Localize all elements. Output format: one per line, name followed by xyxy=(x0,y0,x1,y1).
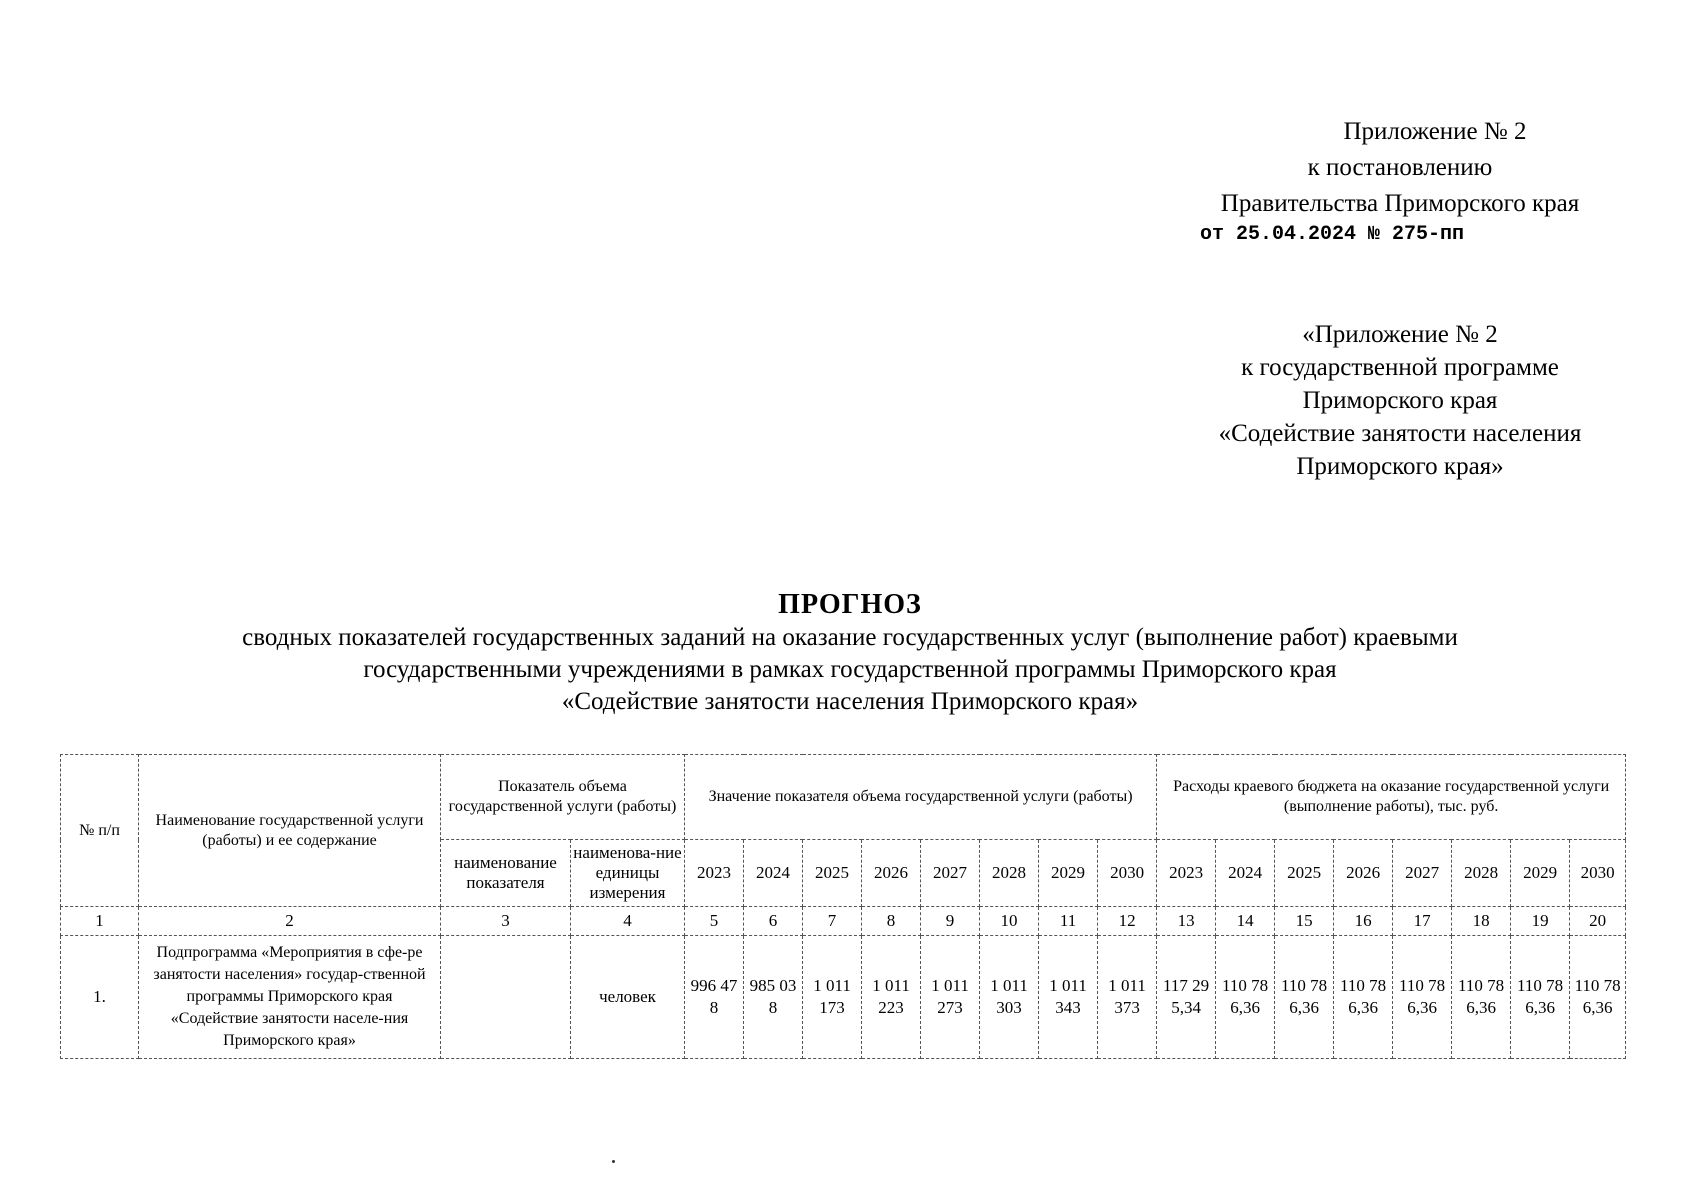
appendix-2-line: к государственной программе xyxy=(1241,354,1559,381)
header-value-year: 2029 xyxy=(1039,840,1098,907)
document-subtitle-line: государственными учреждениями в рамках государственной программы Приморского края xyxy=(363,656,1337,683)
header-values-group: Значение показателя объема государственной услуги (работы) xyxy=(685,755,1157,840)
row-value: 1 011 373 xyxy=(1098,936,1157,1059)
column-number: 8 xyxy=(862,907,921,936)
appendix-2-line: «Приложение № 2 xyxy=(1302,321,1498,348)
row-description: Подпрограмма «Мероприятия в сфе-ре занятости населения» государ-ственной программы Приморского края «Содействие занятости населе-ния Приморского края» xyxy=(139,936,441,1059)
header-value-year: 2028 xyxy=(980,840,1039,907)
header-number: № п/п xyxy=(61,755,139,907)
header-expense-year: 2023 xyxy=(1157,840,1216,907)
appendix-1-line: Правительства Приморского края xyxy=(1220,190,1580,217)
column-number: 17 xyxy=(1393,907,1452,936)
row-expense: 110 78 6,36 xyxy=(1216,936,1275,1059)
header-value-year: 2030 xyxy=(1098,840,1157,907)
column-number: 3 xyxy=(441,907,571,936)
row-value: 1 011 273 xyxy=(921,936,980,1059)
column-number: 20 xyxy=(1570,907,1626,936)
scan-speck xyxy=(612,1160,615,1163)
row-expense: 110 78 6,36 xyxy=(1511,936,1570,1059)
row-unit: человек xyxy=(571,936,685,1059)
header-value-year: 2024 xyxy=(744,840,803,907)
column-number: 15 xyxy=(1275,907,1334,936)
appendix-2-line: Приморского края xyxy=(1302,387,1498,414)
column-number: 13 xyxy=(1157,907,1216,936)
appendix-1-line: к постановлению xyxy=(1307,154,1493,181)
header-value-year: 2023 xyxy=(685,840,744,907)
column-number: 10 xyxy=(980,907,1039,936)
header-expense-year: 2026 xyxy=(1334,840,1393,907)
header-expenses-group: Расходы краевого бюджета на оказание государственной услуги (выполнение работы), тыс. руб. xyxy=(1157,755,1626,840)
program-appendix-block xyxy=(1170,318,1630,483)
row-value: 1 011 173 xyxy=(803,936,862,1059)
date-number-stamp: от 25.04.2024 № 275-пп xyxy=(1200,223,1465,246)
appendix-2-line: «Содействие занятости населения xyxy=(1218,420,1582,447)
column-number: 4 xyxy=(571,907,685,936)
header-unit: наименова-ние единицы измерения xyxy=(571,840,685,907)
header-expense-year: 2029 xyxy=(1511,840,1570,907)
row-expense: 110 78 6,36 xyxy=(1452,936,1511,1059)
appendix-1-line: Приложение № 2 xyxy=(1343,118,1527,145)
row-expense: 110 78 6,36 xyxy=(1275,936,1334,1059)
document-title: ПРОГНОЗ xyxy=(778,589,922,620)
document-subtitle-line: сводных показателей государственных заданий на оказание государственных услуг (выполнение работ) краевыми xyxy=(242,624,1458,651)
header-expense-year: 2027 xyxy=(1393,840,1452,907)
column-number: 9 xyxy=(921,907,980,936)
column-number: 7 xyxy=(803,907,862,936)
row-indicator-name xyxy=(441,936,571,1059)
column-number: 1 xyxy=(61,907,139,936)
header-expense-year: 2025 xyxy=(1275,840,1334,907)
header-expense-year: 2024 xyxy=(1216,840,1275,907)
header-service-name: Наименование государственной услуги (работы) и ее содержание xyxy=(139,755,441,907)
column-number: 2 xyxy=(139,907,441,936)
column-number: 18 xyxy=(1452,907,1511,936)
column-number-row xyxy=(61,907,1626,936)
header-value-year: 2026 xyxy=(862,840,921,907)
row-value: 1 011 223 xyxy=(862,936,921,1059)
column-number: 5 xyxy=(685,907,744,936)
row-value: 1 011 343 xyxy=(1039,936,1098,1059)
row-expense: 110 78 6,36 xyxy=(1570,936,1626,1059)
table-row xyxy=(61,936,1626,1059)
column-number: 6 xyxy=(744,907,803,936)
header-value-year: 2025 xyxy=(803,840,862,907)
forecast-table xyxy=(60,754,1626,1059)
column-number: 19 xyxy=(1511,907,1570,936)
row-expense: 110 78 6,36 xyxy=(1393,936,1452,1059)
row-value: 1 011 303 xyxy=(980,936,1039,1059)
column-number: 12 xyxy=(1098,907,1157,936)
header-expense-year: 2028 xyxy=(1452,840,1511,907)
header-volume-indicator: Показатель объема государственной услуги (работы) xyxy=(441,755,685,840)
header-value-year: 2027 xyxy=(921,840,980,907)
header-expense-year: 2030 xyxy=(1570,840,1626,907)
appendix-2-line: Приморского края» xyxy=(1296,453,1504,480)
column-number: 11 xyxy=(1039,907,1098,936)
column-number: 16 xyxy=(1334,907,1393,936)
row-number: 1. xyxy=(61,936,139,1059)
row-value: 996 47 8 xyxy=(685,936,744,1059)
document-title-block xyxy=(60,588,1640,718)
row-value: 985 03 8 xyxy=(744,936,803,1059)
row-expense: 110 78 6,36 xyxy=(1334,936,1393,1059)
row-expense: 117 29 5,34 xyxy=(1157,936,1216,1059)
header-indicator-name: наименование показателя xyxy=(441,840,571,907)
document-subtitle-line: «Содействие занятости населения Приморского края» xyxy=(561,688,1139,715)
appendix-reference-block xyxy=(1170,114,1630,248)
column-number: 14 xyxy=(1216,907,1275,936)
